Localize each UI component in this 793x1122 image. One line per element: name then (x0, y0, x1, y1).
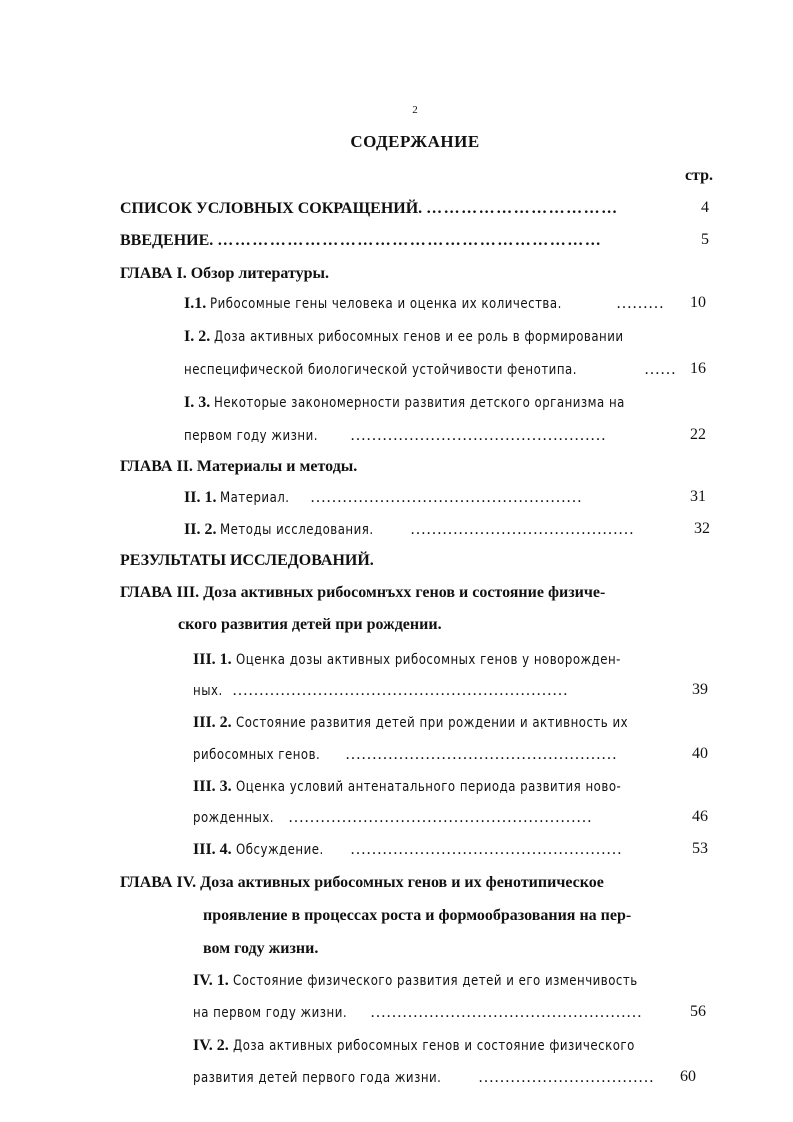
toc-entry-text: Состояние развития детей при рождении и активность их (235, 715, 628, 731)
toc-subsection (193, 1036, 711, 1056)
toc-page-number: 31 (690, 488, 706, 505)
toc-chapter-heading: ГЛАВА I. Обзор литературы. (120, 265, 330, 282)
toc-subsection (184, 327, 702, 347)
toc-subsection-continued (193, 681, 228, 701)
toc-entry-text: СПИСОК УСЛОВНЫХ СОКРАЩЕНИЙ. (120, 200, 423, 217)
toc-page-number: 56 (690, 1003, 706, 1020)
toc-subsection-number: IV. 2. (193, 1037, 229, 1054)
toc-entry-text: Оценка дозы активных рибосомных генов у новорожден- (235, 652, 621, 668)
toc-subsection (193, 840, 340, 860)
toc-page-number: 10 (690, 294, 706, 311)
toc-leader-dots: …………………………………………… (370, 1004, 642, 1021)
toc-results-heading: РЕЗУЛЬТАТЫ ИССЛЕДОВАНИЙ. (120, 552, 374, 569)
toc-subsection-continued (193, 745, 345, 765)
toc-entry-abbreviations (120, 199, 619, 219)
toc-subsection-number: III. 1. (193, 651, 232, 668)
toc-entry-text: Доза активных рибосомных генов и ее роль в формировании (214, 329, 624, 345)
toc-subsection (193, 713, 702, 733)
toc-subsection-number: II. 2. (184, 521, 217, 538)
toc-entry-text: неспецифической биологической устойчивости фенотипа. (184, 362, 577, 378)
toc-entry-text: рибосомных генов. (193, 747, 321, 763)
toc-page-number: 32 (694, 520, 710, 537)
toc-entry-text: ВВЕДЕНИЕ. (120, 232, 214, 249)
toc-subsection-continued (193, 1003, 376, 1023)
toc-page-number: 5 (701, 231, 709, 248)
toc-chapter-heading: ГЛАВА II. Материалы и методы. (120, 458, 358, 475)
toc-subsection (184, 520, 403, 540)
toc-page-number: 22 (690, 426, 706, 443)
page-title: СОДЕРЖАНИЕ (350, 132, 480, 151)
toc-page-number: 40 (692, 745, 708, 762)
toc-subsection-continued (193, 1068, 489, 1088)
toc-subsection (184, 294, 629, 314)
toc-subsection (193, 777, 694, 797)
toc-chapter-heading-continued: ского развития детей при рождении. (178, 616, 442, 633)
page-column-label: стр. (684, 167, 713, 184)
toc-leader-dots: …… (644, 361, 676, 378)
toc-entry-text: Оценка условий антенатального периода развития ново- (235, 779, 621, 795)
toc-subsection (193, 971, 715, 991)
toc-subsection-number: III. 4. (193, 841, 232, 858)
toc-entry-text: рожденных. (193, 810, 275, 826)
toc-leader-dots: ………………………………………………………… (217, 232, 603, 249)
toc-entry-text: ных. (193, 683, 223, 699)
toc-entry-text: Доза активных рибосомных генов и состояние физического (232, 1038, 635, 1054)
toc-entry-text: Материал. (220, 490, 291, 506)
toc-entry-text: Обсуждение. (235, 842, 324, 858)
toc-subsection-continued (193, 808, 289, 828)
toc-leader-dots: …………………………………………… (345, 746, 617, 763)
toc-entry-text: Рибосомные гены человека и оценка их количества. (210, 296, 563, 312)
toc-entry-text: первом году жизни. (184, 428, 318, 444)
toc-subsection-number: III. 3. (193, 778, 232, 795)
toc-leader-dots: …………………………………………… (350, 841, 622, 858)
toc-leader-dots: …………………………… (478, 1069, 654, 1086)
toc-subsection-number: IV. 1. (193, 972, 229, 989)
toc-subsection-continued (184, 360, 652, 380)
toc-entry-text: развития детей первого года жизни. (193, 1070, 442, 1086)
page-number: 2 (412, 104, 418, 116)
toc-subsection-number: I. 2. (184, 328, 211, 345)
toc-page-number: 16 (690, 360, 706, 377)
toc-entry-text: на первом году жизни. (193, 1005, 348, 1021)
toc-page-number: 4 (701, 199, 709, 216)
toc-subsection-continued (184, 426, 343, 446)
toc-leader-dots: ……… (616, 295, 664, 312)
toc-leader-dots: …………………………………………… (310, 489, 582, 506)
toc-subsection-number: I.1. (184, 295, 207, 312)
toc-chapter-heading-continued: проявление в процессах роста и формообразования на пер- (203, 907, 632, 924)
toc-page-number: 39 (692, 681, 708, 698)
toc-leader-dots: ………………………………………………… (288, 809, 592, 826)
toc-subsection (184, 393, 703, 413)
toc-leader-dots: ………………………………………… (350, 427, 606, 444)
toc-chapter-heading: ГЛАВА III. Доза активных рибосомнъхх генов и состояние физиче- (120, 584, 606, 601)
toc-entry-text: Некоторые закономерности развития детского организма на (214, 395, 626, 411)
toc-page-number: 60 (680, 1068, 696, 1085)
toc-subsection-number: II. 1. (184, 489, 217, 506)
toc-chapter-heading-continued: вом году жизни. (203, 940, 319, 957)
toc-subsection (193, 650, 694, 670)
toc-subsection (184, 488, 303, 508)
toc-leader-dots: …………………………………… (410, 521, 634, 538)
toc-page-number: 46 (692, 808, 708, 825)
toc-subsection-number: I. 3. (184, 394, 211, 411)
toc-chapter-heading: ГЛАВА IV. Доза активных рибосомных генов и их фенотипическое (120, 874, 604, 891)
toc-page-number: 53 (692, 840, 708, 857)
toc-leader-dots: ……………………………………………………… (232, 682, 568, 699)
toc-entry-text: Методы исследования. (220, 522, 375, 538)
toc-entry-text: Состояние физического развития детей и его изменчивость (232, 973, 638, 989)
toc-leader-dots: …………………………… (426, 200, 619, 217)
toc-entry-introduction (120, 231, 602, 251)
toc-subsection-number: III. 2. (193, 714, 232, 731)
